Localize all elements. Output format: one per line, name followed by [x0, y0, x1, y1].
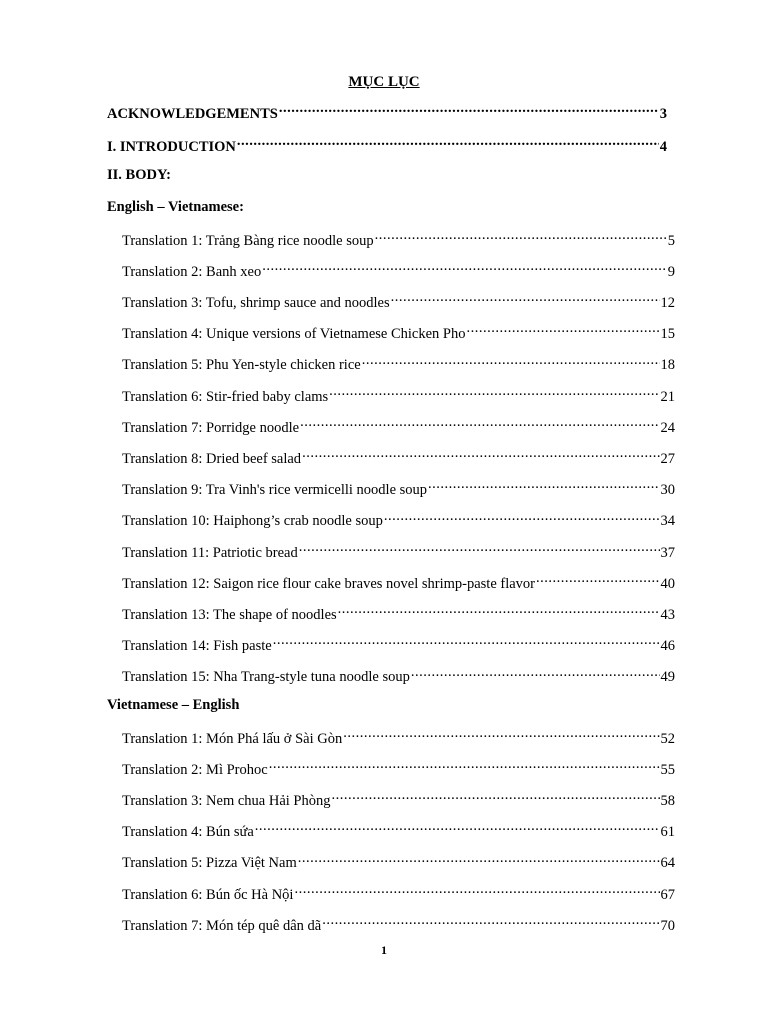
toc-entry[interactable] [122, 853, 675, 873]
toc-entry[interactable] [122, 573, 675, 593]
toc-title: MỤC LỤC [348, 74, 420, 90]
toc-entry[interactable] [122, 822, 675, 842]
dot-leader [255, 822, 660, 837]
section-heading-label: Vietnamese – English [107, 697, 240, 713]
toc-entry-page: 43 [660, 606, 675, 623]
dot-leader [302, 448, 659, 463]
section-heading-en-vi [107, 199, 667, 216]
toc-entry-page: 55 [660, 761, 675, 778]
toc-entry[interactable] [122, 511, 675, 531]
toc-entry-page: 9 [667, 263, 675, 280]
toc-entry[interactable] [122, 355, 675, 375]
toc-entry-label: Translation 11: Patriotic bread [122, 544, 298, 561]
toc-entry-label: Translation 13: The shape of noodles [122, 606, 337, 623]
dot-leader [299, 542, 660, 557]
toc-entry-label: Translation 8: Dried beef salad [122, 450, 302, 467]
toc-entry-label: ACKNOWLEDGEMENTS [107, 105, 278, 122]
toc-entry-label: I. INTRODUCTION [107, 138, 236, 155]
dot-leader [237, 136, 659, 151]
dot-leader [411, 667, 660, 682]
toc-entry-page: 4 [659, 138, 667, 155]
toc-entry-page: 15 [660, 326, 675, 343]
dot-leader [384, 511, 660, 526]
toc-entry-label: Translation 12: Saigon rice flour cake braves novel shrimp-paste flavor [122, 575, 536, 592]
dot-leader [273, 636, 660, 651]
dot-leader [536, 573, 659, 588]
dot-leader [322, 915, 659, 930]
toc-entry-label: Translation 1: Trảng Bàng rice noodle soup [122, 232, 374, 249]
dot-leader [298, 853, 660, 868]
toc-entry-page: 64 [660, 855, 675, 872]
toc-entry-introduction[interactable] [107, 136, 667, 156]
dot-leader [269, 759, 660, 774]
toc-entry[interactable] [122, 261, 675, 281]
section-heading-label: English – Vietnamese: [107, 199, 244, 215]
dot-leader [262, 261, 667, 276]
dot-leader [428, 480, 659, 495]
toc-entry-label: Translation 7: Món tép quê dân dã [122, 917, 322, 934]
toc-entry[interactable] [122, 324, 675, 344]
toc-entry-page: 24 [660, 419, 675, 436]
toc-entry-acknowledgements[interactable] [107, 103, 667, 123]
toc-entry-page: 58 [660, 792, 675, 809]
toc-entry-label: Translation 3: Tofu, shrimp sauce and noodles [122, 294, 390, 311]
toc-entry[interactable] [122, 417, 675, 437]
toc-entry[interactable] [122, 292, 675, 312]
section-heading-vi-en [107, 697, 667, 714]
page-number-footer: 1 [381, 943, 387, 957]
dot-leader [338, 604, 660, 619]
toc-entry-page: 18 [660, 357, 675, 374]
toc-entry-page: 12 [660, 294, 675, 311]
toc-entry[interactable] [122, 448, 675, 468]
toc-entry[interactable] [122, 728, 675, 748]
toc-entry[interactable] [122, 542, 675, 562]
toc-entry[interactable] [122, 480, 675, 500]
toc-entry-label: Translation 2: Mì Prohoc [122, 761, 268, 778]
toc-entry-page: 46 [660, 638, 675, 655]
toc-entry-label: Translation 1: Món Phá lấu ở Sài Gòn [122, 730, 343, 747]
toc-entry[interactable] [122, 636, 675, 656]
toc-entry-page: 49 [660, 669, 675, 686]
dot-leader [343, 728, 659, 743]
toc-entry-page: 61 [660, 824, 675, 841]
toc-entry-page: 3 [659, 105, 667, 122]
toc-entry-label: Translation 4: Bún sứa [122, 824, 254, 841]
toc-entry-page: 52 [660, 730, 675, 747]
toc-entry-label: Translation 6: Stir-fried baby clams [122, 388, 329, 405]
dot-leader [332, 790, 660, 805]
toc-entry-label: Translation 3: Nem chua Hải Phòng [122, 792, 331, 809]
dot-leader [279, 103, 659, 118]
toc-entry-page: 34 [660, 513, 675, 530]
dot-leader [391, 292, 660, 307]
toc-entry[interactable] [122, 386, 675, 406]
dot-leader [375, 230, 667, 245]
toc-entry-page: 21 [660, 388, 675, 405]
toc-entry-page: 27 [660, 450, 675, 467]
toc-entry-page: 30 [660, 482, 675, 499]
toc-entry-label: Translation 2: Banh xeo [122, 263, 262, 280]
toc-entry[interactable] [122, 790, 675, 810]
dot-leader [300, 417, 659, 432]
toc-entry[interactable] [122, 604, 675, 624]
toc-entry-page: 67 [660, 886, 675, 903]
toc-entry[interactable] [122, 230, 675, 250]
toc-entry[interactable] [122, 884, 675, 904]
toc-entry[interactable] [122, 759, 675, 779]
toc-entry-label: Translation 7: Porridge noodle [122, 419, 300, 436]
toc-entry-label: Translation 5: Phu Yen-style chicken rice [122, 357, 361, 374]
toc-entry-label: Translation 4: Unique versions of Vietnamese Chicken Pho [122, 326, 466, 343]
toc-entry-label: Translation 15: Nha Trang-style tuna noodle soup [122, 669, 410, 686]
toc-entry-label: Translation 9: Tra Vinh's rice vermicelli noodle soup [122, 482, 428, 499]
toc-entry[interactable] [122, 667, 675, 687]
toc-entry-label: Translation 5: Pizza Việt Nam [122, 855, 297, 872]
toc-entry-page: 70 [660, 917, 675, 934]
dot-leader [362, 355, 660, 370]
section-heading-label: II. BODY: [107, 167, 171, 183]
dot-leader [294, 884, 659, 899]
toc-entry-label: Translation 14: Fish paste [122, 638, 272, 655]
toc-entry-page: 37 [660, 544, 675, 561]
section-heading-body [107, 167, 667, 184]
dot-leader [329, 386, 659, 401]
toc-entry-label: Translation 6: Bún ốc Hà Nội [122, 886, 294, 903]
dot-leader [466, 324, 659, 339]
toc-entry-page: 5 [667, 232, 675, 249]
toc-entry-page: 40 [660, 575, 675, 592]
toc-entry-label: Translation 10: Haiphong’s crab noodle soup [122, 513, 383, 530]
toc-entry[interactable] [122, 915, 675, 935]
